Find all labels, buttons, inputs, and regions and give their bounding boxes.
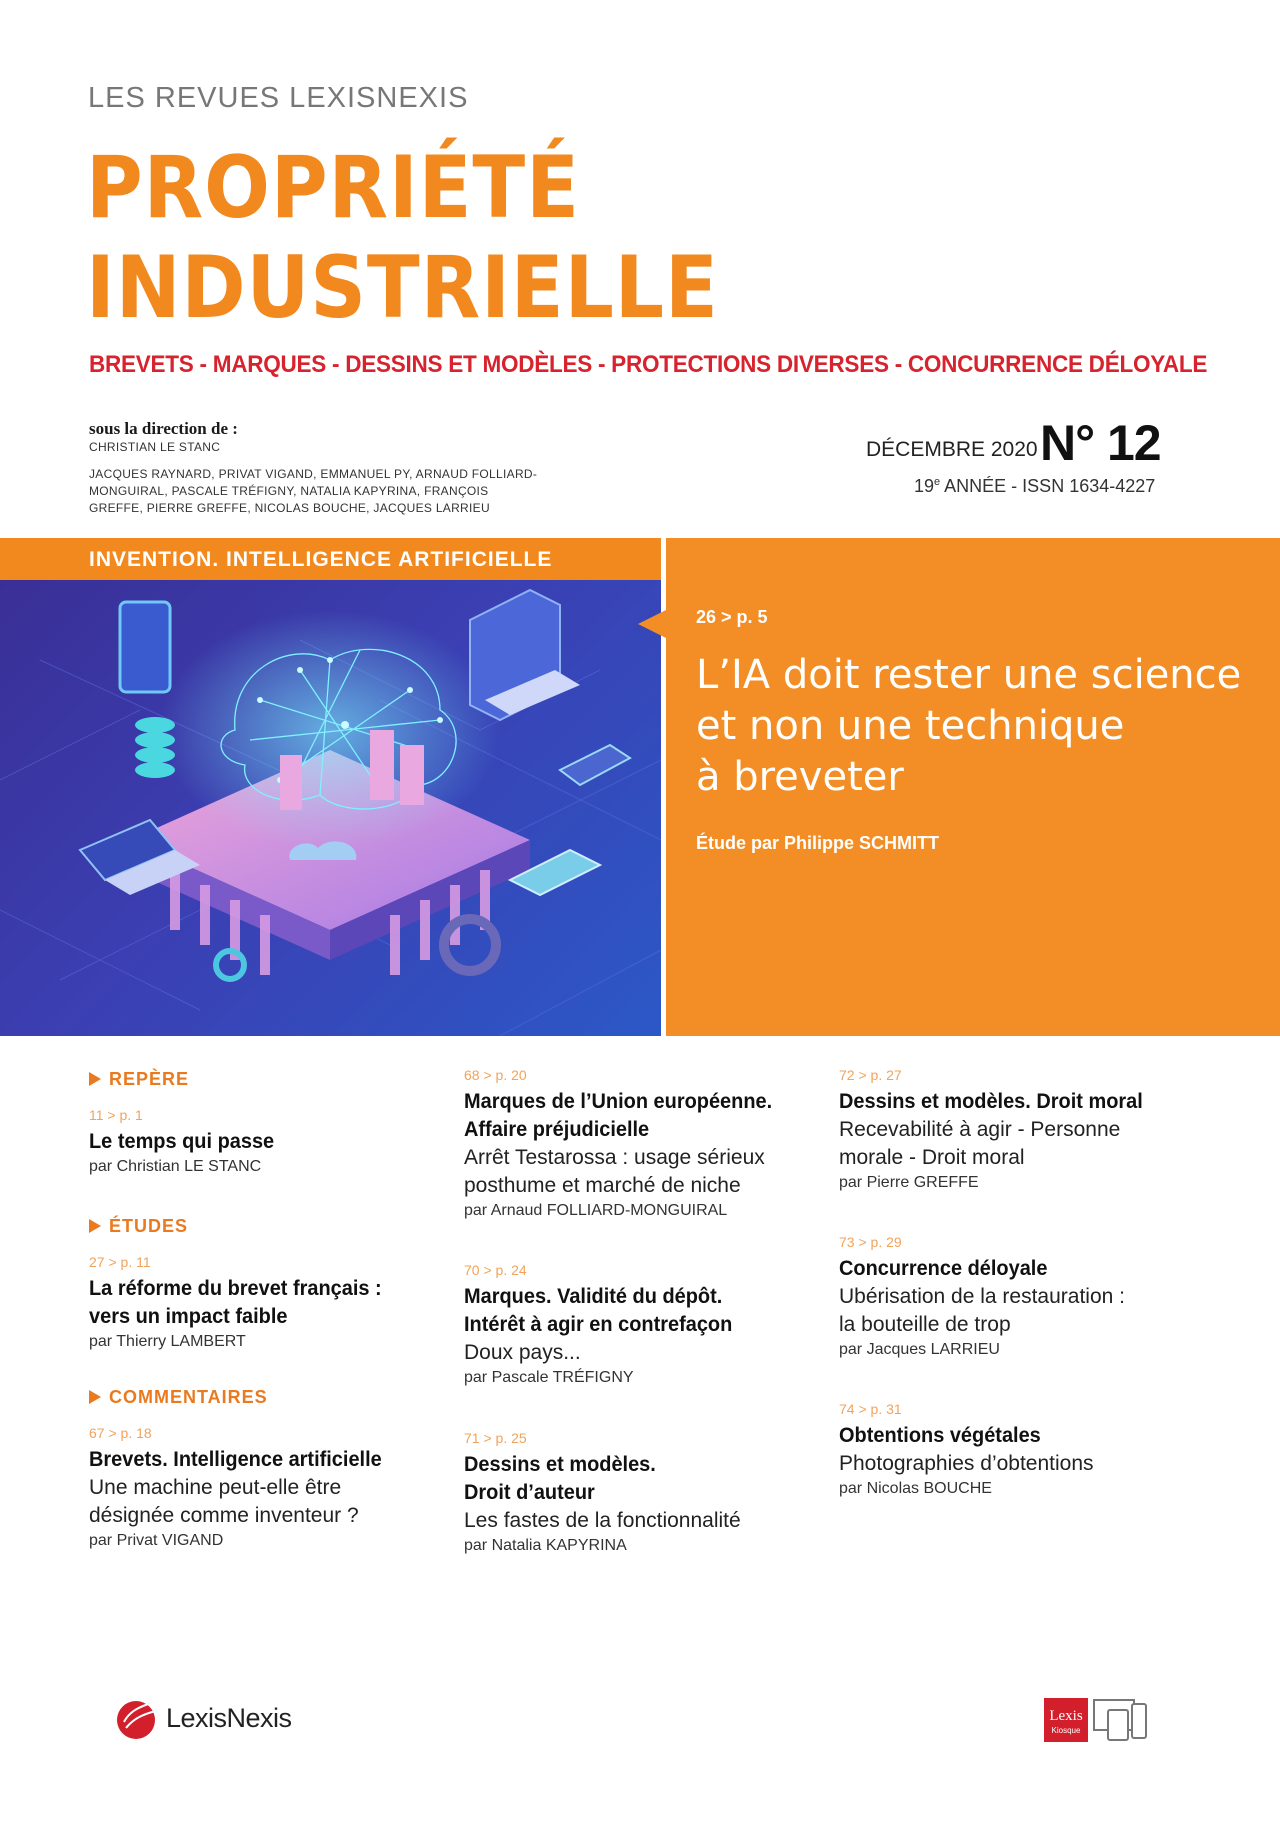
feature-title	[696, 650, 1256, 803]
article-author: par Thierry LAMBERT	[89, 1333, 246, 1350]
series-name: LES REVUES LEXISNEXIS	[88, 82, 469, 114]
article-70	[464, 1262, 746, 1387]
article-title: Marques de l’Union européenne.	[464, 1090, 773, 1113]
article-author: par Natalia KAPYRINA	[464, 1537, 627, 1554]
article-title: Marques. Validité du dépôt.	[464, 1285, 723, 1308]
article-27	[89, 1254, 397, 1351]
article-author: par Pierre GREFFE	[839, 1174, 979, 1191]
panel-pointer	[638, 610, 666, 638]
publisher-name: LexisNexis	[166, 1703, 292, 1733]
section-repere	[89, 1069, 189, 1090]
tablet-icon	[120, 602, 170, 692]
article-subtitle: Les fastes de la fonctionnalité	[464, 1509, 741, 1532]
article-title: vers un impact faible	[89, 1305, 288, 1328]
section-label: COMMENTAIRES	[109, 1387, 268, 1407]
tablet-icon	[1108, 1710, 1128, 1740]
article-title: Obtentions végétales	[839, 1424, 1041, 1447]
section-commentaires	[89, 1387, 268, 1408]
journal-title-line1: PROPRIÉTÉ	[86, 138, 580, 238]
article-ref: 72 > p. 27	[839, 1067, 902, 1083]
subject-list: BREVETS - MARQUES - DESSINS ET MODÈLES - PROTECTIONS DIVERSES - CONCURRENCE DÉLOYALE	[89, 351, 1208, 378]
article-subtitle: Photographies d’obtentions	[839, 1452, 1094, 1475]
article-title: Affaire préjudicielle	[464, 1118, 650, 1141]
article-71	[464, 1430, 741, 1555]
article-title: Brevets. Intelligence artificielle	[89, 1448, 382, 1471]
article-subtitle: posthume et marché de niche	[464, 1174, 741, 1197]
article-subtitle: Une machine peut-elle être	[89, 1476, 342, 1499]
director-name: CHRISTIAN LE STANC	[89, 440, 221, 454]
kiosk-subtext: Kiosque	[1051, 1726, 1081, 1735]
journal-title-line2: INDUSTRIELLE	[86, 238, 719, 338]
article-author: par Christian LE STANC	[89, 1158, 262, 1175]
article-ref: 27 > p. 11	[89, 1254, 151, 1270]
article-ref: 67 > p. 18	[89, 1425, 152, 1441]
article-title: Dessins et modèles. Droit moral	[839, 1090, 1143, 1113]
article-67	[89, 1425, 397, 1550]
article-68	[464, 1067, 788, 1220]
feature-author: Étude par Philippe SCHMITT	[696, 833, 940, 853]
feature-title-line: L’IA doit rester une science	[696, 652, 1242, 698]
article-subtitle: désignée comme inventeur ?	[89, 1504, 359, 1527]
ai-brain-illustration	[0, 580, 661, 1036]
article-ref: 68 > p. 20	[464, 1067, 527, 1083]
article-subtitle: morale - Droit moral	[839, 1146, 1025, 1169]
contributors-list: JACQUES RAYNARD, PRIVAT VIGAND, EMMANUEL PY, ARNAUD FOLLIARD-MONGUIRAL, PASCALE TRÉFIGNY, NATALIA KAPYRINA, FRANÇOIS GREFFE, PIERRE GREFFE, NICOLAS BOUCHE, JACQUES LARRIEU	[89, 467, 538, 515]
lexisnexis-logo-icon	[114, 1696, 160, 1740]
article-ref: 11 > p. 1	[89, 1107, 143, 1123]
issue-date: DÉCEMBRE 2020 -	[866, 438, 1051, 461]
article-author: par Nicolas BOUCHE	[839, 1480, 992, 1497]
article-ref: 70 > p. 24	[464, 1262, 527, 1278]
article-subtitle: Arrêt Testarossa : usage sérieux	[464, 1146, 765, 1169]
article-title: La réforme du brevet français :	[89, 1277, 382, 1300]
article-author: par Pascale TRÉFIGNY	[464, 1369, 634, 1386]
triangle-icon	[89, 1219, 101, 1233]
issn: ANNÉE - ISSN 1634-4227	[940, 476, 1156, 496]
illustration-svg	[0, 580, 661, 1036]
article-subtitle: Recevabilité à agir - Personne	[839, 1118, 1121, 1141]
article-title: Concurrence déloyale	[839, 1257, 1048, 1280]
lexis-kiosque-logo-icon	[1044, 1696, 1164, 1746]
issn-line	[914, 476, 1155, 497]
feature-band-label: INVENTION. INTELLIGENCE ARTIFICIELLE	[89, 548, 553, 571]
section-etudes	[89, 1216, 188, 1237]
feature-title-line: à breveter	[696, 754, 904, 800]
article-72	[839, 1067, 1159, 1192]
article-author: par Arnaud FOLLIARD-MONGUIRAL	[464, 1202, 728, 1219]
article-11	[89, 1107, 284, 1176]
feature-title-line: et non une technique	[696, 703, 1125, 749]
article-title: Le temps qui passe	[89, 1130, 275, 1153]
article-subtitle: Ubérisation de la restauration :	[839, 1285, 1125, 1308]
article-title: Intérêt à agir en contrefaçon	[464, 1313, 733, 1336]
kiosk-text: Lexis	[1049, 1708, 1083, 1724]
phone-icon	[1132, 1704, 1146, 1738]
article-author: par Privat VIGAND	[89, 1532, 224, 1549]
direction-label: sous la direction de :	[89, 419, 238, 438]
article-subtitle: Doux pays...	[464, 1341, 581, 1364]
section-label: REPÈRE	[109, 1069, 190, 1089]
article-ref: 73 > p. 29	[839, 1234, 902, 1250]
article-73	[839, 1234, 1125, 1359]
article-subtitle: la bouteille de trop	[839, 1313, 1011, 1336]
article-74	[839, 1401, 1094, 1498]
article-ref: 74 > p. 31	[839, 1401, 902, 1417]
triangle-icon	[89, 1390, 101, 1404]
article-title: Droit d’auteur	[464, 1481, 595, 1504]
year-suffix: e	[934, 476, 941, 488]
issue-number: N° 12	[1040, 415, 1161, 471]
section-label: ÉTUDES	[109, 1216, 189, 1236]
feature-reference: 26 > p. 5	[696, 607, 768, 627]
article-author: par Jacques LARRIEU	[839, 1341, 1000, 1358]
article-title: Dessins et modèles.	[464, 1453, 656, 1476]
year-number: 19	[914, 476, 935, 496]
article-ref: 71 > p. 25	[464, 1430, 527, 1446]
triangle-icon	[89, 1072, 101, 1086]
